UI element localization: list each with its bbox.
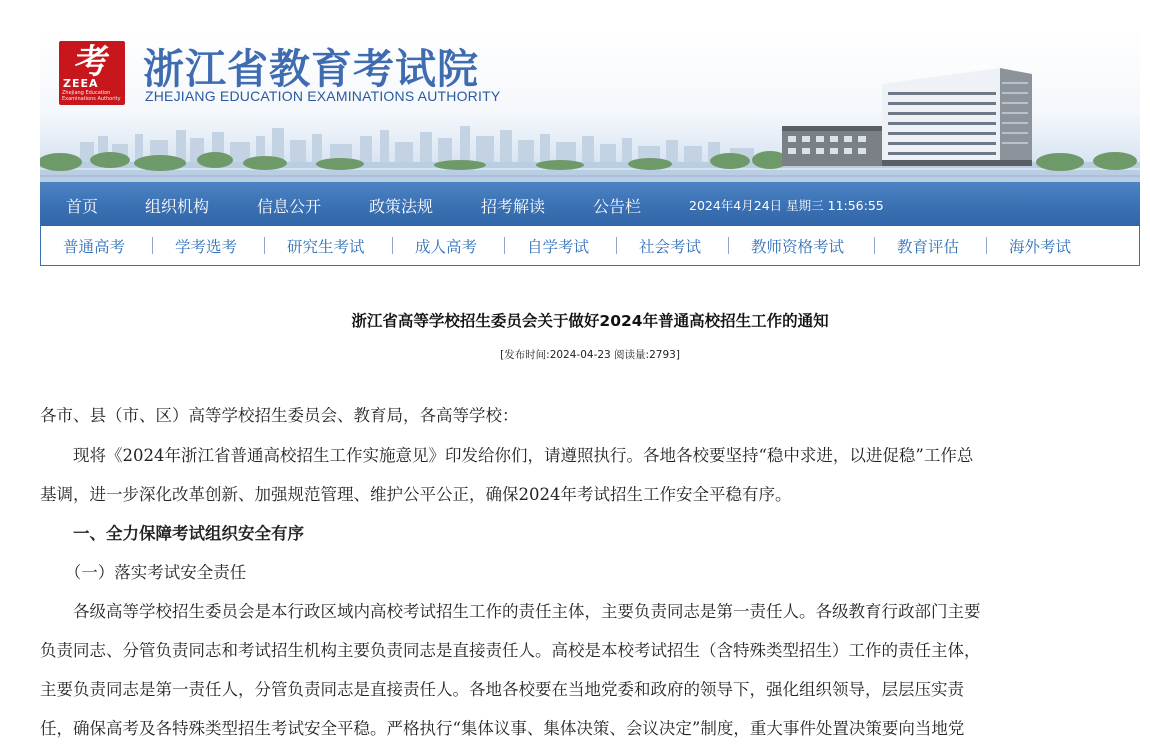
subnav-adult-gaokao[interactable]: 成人高考 [415,238,478,256]
header-banner [40,26,1140,182]
logo-subtext: Zhejiang Education Examinations Authority [62,90,121,102]
subnav-separator [616,237,617,254]
subnav-separator [264,237,265,254]
subnav-separator [874,237,875,254]
subnav-social-exams[interactable]: 社会考试 [639,238,702,256]
subnav-separator [728,237,729,254]
subnav-teacher-qualification[interactable]: 教师资格考试 [751,238,845,256]
subnav-self-study-exam[interactable]: 自学考试 [527,238,590,256]
nav-organization[interactable]: 组织机构 [145,197,210,216]
zeea-logo [59,41,125,105]
subnav-separator [152,237,153,254]
logo-abbreviation: ZEEA [63,77,99,90]
subnav-education-evaluation[interactable]: 教育评估 [897,238,960,256]
subnav-academic-exams[interactable]: 学考选考 [175,238,238,256]
current-datetime: 2024年4月24日 星期三 11:56:55 [689,198,884,213]
subnav-gaokao[interactable]: 普通高考 [63,238,126,256]
nav-information-disclosure[interactable]: 信息公开 [257,197,322,216]
article-section-heading: 一、全力保障考试组织安全有序 [40,524,304,543]
article-subsection-heading: （一）落实考试安全责任 [40,563,247,582]
subnav-separator [392,237,393,254]
article-paragraph-line: 各级高等学校招生委员会是本行政区域内高校考试招生工作的责任主体，主要负责同志是第一责任人。各级教育行政部门主要 [40,602,981,621]
article-meta: [发布时间:2024-04-23 阅读量:2793] [500,349,680,361]
nav-bulletin-board[interactable]: 公告栏 [593,197,642,216]
article-paragraph-line: 任，确保高考及各特殊类型招生考试安全平稳。严格执行“集体议事、集体决策、会议决定”制度，重大事件处置决策要向当地党 [40,719,965,738]
main-navigation [40,182,1140,226]
logo-glyph: 考 [72,42,112,82]
subnav-separator [504,237,505,254]
subnav-graduate-exam[interactable]: 研究生考试 [287,238,365,256]
subnav-overseas-exams[interactable]: 海外考试 [1009,238,1072,256]
subnav-separator [986,237,987,254]
nav-admission-interpretation[interactable]: 招考解读 [481,197,546,216]
article-paragraph-line: 基调，进一步深化改革创新、加强规范管理、维护公平公正，确保2024年考试招生工作安全平稳有序。 [40,485,792,504]
nav-home[interactable]: 首页 [66,197,99,216]
article-paragraph-line: 负责同志、分管负责同志和考试招生机构主要负责同志是直接责任人。高校是本校考试招生（含特殊类型招生）工作的责任主体， [40,641,981,660]
site-subtitle: ZHEJIANG EDUCATION EXAMINATIONS AUTHORITY [145,88,501,104]
site-title: 浙江省教育考试院 [143,45,479,93]
article-paragraph-line: 主要负责同志是第一责任人，分管负责同志是直接责任人。各地各校要在当地党委和政府的领导下，强化组织领导，层层压实责 [40,680,964,699]
sub-navigation [40,226,1140,266]
nav-policies-regulations[interactable]: 政策法规 [369,197,434,216]
article-paragraph-line: 现将《2024年浙江省普通高校招生工作实施意见》印发给你们，请遵照执行。各地各校要坚持“稳中求进，以进促稳”工作总 [40,446,974,465]
article-title: 浙江省高等学校招生委员会关于做好2024年普通高校招生工作的通知 [351,312,829,330]
article-salutation: 各市、县（市、区）高等学校招生委员会、教育局，各高等学校： [40,406,519,425]
